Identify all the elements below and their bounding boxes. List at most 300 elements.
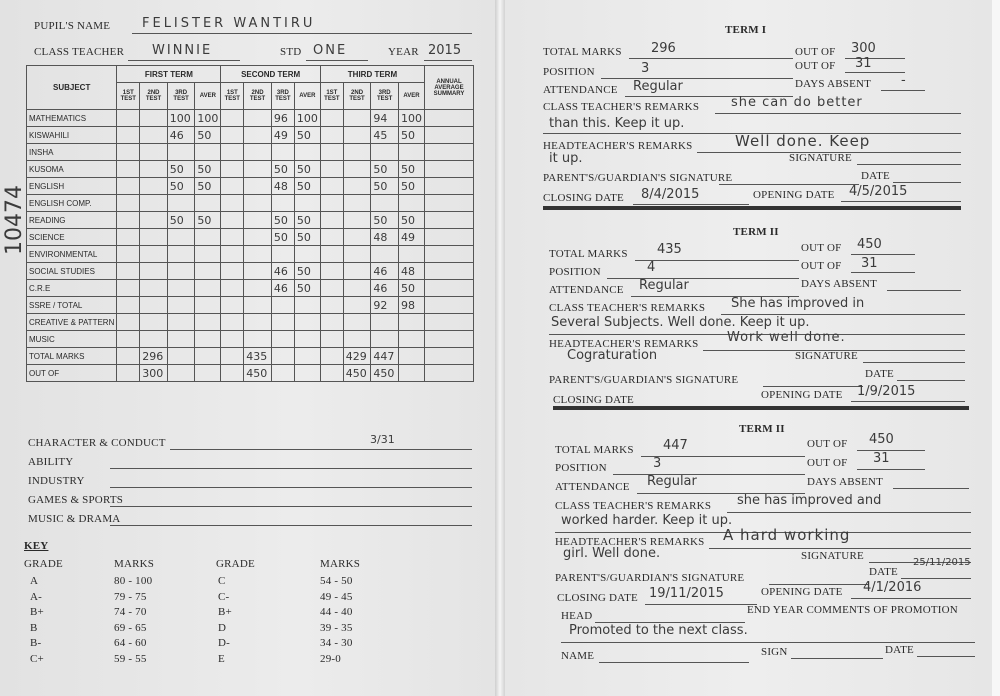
subject-cell: TOTAL MARKS — [27, 348, 117, 365]
key-grade: B+ — [218, 606, 232, 618]
term1-closing-label: CLOSING DATE — [543, 192, 624, 204]
term1-position-line — [601, 78, 793, 79]
mark-cell — [398, 144, 424, 161]
term3-outof: 450 — [869, 432, 894, 447]
mark-cell — [117, 229, 140, 246]
mark-cell: 50 — [271, 212, 294, 229]
std-label: STD — [280, 46, 302, 58]
table-row — [27, 178, 474, 195]
mark-cell — [294, 365, 320, 382]
mark-cell — [271, 246, 294, 263]
mark-cell — [294, 297, 320, 314]
mark-cell: 50 — [294, 127, 320, 144]
pupil-name-line — [132, 33, 472, 34]
mark-cell — [244, 161, 272, 178]
mark-cell: 450 — [371, 365, 399, 382]
character-label: ABILITY — [28, 456, 74, 468]
term2-outof2: 31 — [861, 256, 878, 271]
term2-position-label: POSITION — [549, 266, 601, 278]
term2-separator — [553, 406, 969, 410]
annual-cell — [425, 331, 474, 348]
mark-cell — [343, 314, 371, 331]
term1-total: 296 — [651, 41, 676, 56]
mark-cell — [140, 280, 168, 297]
mark-cell — [398, 331, 424, 348]
mark-cell — [371, 331, 399, 348]
term1-title: TERM I — [725, 24, 767, 36]
mark-cell — [343, 144, 371, 161]
mark-cell — [221, 195, 244, 212]
mark-cell: 50 — [371, 161, 399, 178]
mark-cell — [343, 195, 371, 212]
mark-cell — [195, 263, 221, 280]
mark-cell — [221, 246, 244, 263]
annual-cell — [425, 195, 474, 212]
term3-promotion-label: END YEAR COMMENTS OF PROMOTION — [747, 604, 958, 616]
key-marks: 44 - 40 — [320, 606, 353, 618]
key-grade: B- — [30, 637, 42, 649]
mark-cell: 94 — [371, 110, 399, 127]
key-marks: 69 - 65 — [114, 621, 147, 634]
mark-cell — [140, 314, 168, 331]
term1-date-label: DATE — [861, 170, 890, 182]
annual-cell — [425, 246, 474, 263]
mark-cell — [244, 280, 272, 297]
term1-ht-remarks-1: Well done. Keep — [735, 132, 871, 150]
std-value: ONE — [313, 43, 348, 58]
term1-attendance-label: ATTENDANCE — [543, 84, 618, 96]
table-row — [27, 297, 474, 314]
adjacent-page-edge — [992, 0, 1000, 696]
mark-cell: 50 — [398, 127, 424, 144]
term1-ct-line1 — [715, 113, 961, 114]
subject-cell: ENGLISH — [27, 178, 117, 195]
test-header: 1ST TEST — [221, 83, 244, 110]
term2-date-label: DATE — [865, 368, 894, 380]
term1-position-label: POSITION — [543, 66, 595, 78]
mark-cell: 447 — [371, 348, 399, 365]
term1-outof: 300 — [851, 41, 876, 56]
annual-average-header: ANNUAL AVERAGE SUMMARY — [425, 66, 474, 110]
term2-closing-label: CLOSING DATE — [553, 394, 634, 406]
mark-cell: 50 — [398, 212, 424, 229]
test-header: 1ST TEST — [320, 83, 343, 110]
pupil-name: FELISTER WANTIRU — [142, 16, 316, 31]
mark-cell — [221, 229, 244, 246]
key-grade: B+ — [30, 606, 44, 618]
mark-cell — [294, 331, 320, 348]
term1-ht-remarks-2: it up. — [549, 151, 583, 166]
mark-cell — [221, 348, 244, 365]
mark-cell — [221, 331, 244, 348]
mark-cell — [320, 110, 343, 127]
key-marks: 34 - 30 — [320, 637, 353, 649]
term3-ht-remarks-1: A hard working — [723, 526, 851, 544]
mark-cell — [195, 229, 221, 246]
mark-cell — [320, 229, 343, 246]
term1-outof2-label: OUT OF — [795, 60, 836, 72]
mark-cell — [244, 229, 272, 246]
subject-cell: SCIENCE — [27, 229, 117, 246]
mark-cell — [343, 297, 371, 314]
term3-closing-label: CLOSING DATE — [557, 592, 638, 604]
mark-cell — [320, 365, 343, 382]
mark-cell — [117, 110, 140, 127]
mark-cell: 50 — [195, 178, 221, 195]
mark-cell — [221, 365, 244, 382]
mark-cell: 46 — [271, 263, 294, 280]
key-grade: D — [218, 621, 227, 634]
mark-cell — [195, 195, 221, 212]
mark-cell — [221, 144, 244, 161]
term2-outof-line — [851, 254, 915, 255]
mark-cell — [343, 229, 371, 246]
term2-opening-line — [851, 401, 965, 402]
annual-cell — [425, 144, 474, 161]
mark-cell — [320, 280, 343, 297]
mark-cell — [140, 229, 168, 246]
test-header: 3RD TEST — [371, 83, 399, 110]
table-row — [27, 229, 474, 246]
subject-header: SUBJECT — [27, 66, 117, 110]
term3-opening: 4/1/2016 — [863, 580, 922, 595]
term3-closing: 19/11/2015 — [649, 586, 724, 601]
key-marks: 54 - 50 — [320, 575, 353, 587]
term3-ht-remarks-label: HEADTEACHER'S REMARKS — [555, 536, 705, 548]
annual-cell — [425, 178, 474, 195]
mark-cell — [343, 246, 371, 263]
term3-opening-label: OPENING DATE — [761, 586, 843, 598]
table-row — [27, 195, 474, 212]
mark-cell — [117, 195, 140, 212]
mark-cell — [140, 144, 168, 161]
term3-date-line — [901, 578, 971, 579]
term3-outof-line — [857, 450, 925, 451]
mark-cell — [117, 178, 140, 195]
mark-cell: 100 — [195, 110, 221, 127]
mark-cell: 429 — [343, 348, 371, 365]
mark-cell — [140, 297, 168, 314]
subject-cell: C.R.E — [27, 280, 117, 297]
mark-cell — [343, 331, 371, 348]
mark-cell: 50 — [271, 161, 294, 178]
mark-cell: 50 — [294, 229, 320, 246]
mark-cell — [244, 212, 272, 229]
mark-cell — [320, 246, 343, 263]
mark-cell: 300 — [140, 365, 168, 382]
test-header: 3RD TEST — [167, 83, 195, 110]
mark-cell — [221, 178, 244, 195]
term1-signature-label: SIGNATURE — [789, 152, 852, 164]
term1-opening-label: OPENING DATE — [753, 189, 835, 201]
table-row — [27, 263, 474, 280]
mark-cell — [167, 297, 195, 314]
mark-cell — [117, 161, 140, 178]
term1-parent-sig-label: PARENT'S/GUARDIAN'S SIGNATURE — [543, 172, 733, 184]
table-row — [27, 331, 474, 348]
mark-cell: 46 — [167, 127, 195, 144]
mark-cell — [398, 348, 424, 365]
term1-signature-line — [857, 164, 961, 165]
mark-cell: 50 — [294, 178, 320, 195]
key-marks: 39 - 35 — [320, 621, 353, 634]
mark-cell — [140, 212, 168, 229]
mark-cell — [221, 110, 244, 127]
mark-cell: 435 — [244, 348, 272, 365]
mark-cell — [195, 348, 221, 365]
annual-cell — [425, 127, 474, 144]
term1-closing-line — [633, 204, 749, 205]
mark-cell — [320, 127, 343, 144]
character-label: INDUSTRY — [28, 475, 85, 487]
test-header: AVER — [398, 83, 424, 110]
mark-cell — [320, 297, 343, 314]
annual-cell — [425, 348, 474, 365]
year-value: 2015 — [428, 43, 462, 58]
term1-days-absent-label: DAYS ABSENT — [795, 78, 872, 90]
term1-closing: 8/4/2015 — [641, 187, 700, 202]
term2-outof2-label: OUT OF — [801, 260, 842, 272]
term2-opening-label: OPENING DATE — [761, 389, 843, 401]
mark-cell — [195, 365, 221, 382]
mark-cell: 50 — [398, 280, 424, 297]
subject-cell: ENVIRONMENTAL — [27, 246, 117, 263]
mark-cell — [343, 280, 371, 297]
pupil-name-label: PUPIL'S NAME — [34, 20, 111, 32]
term3-head-label: HEAD — [561, 610, 593, 622]
key-grade-header-left: GRADE — [24, 558, 63, 570]
key-grade-header-right: GRADE — [216, 558, 255, 570]
test-header: 3RD TEST — [271, 83, 294, 110]
mark-cell — [244, 246, 272, 263]
mark-cell — [167, 365, 195, 382]
term3-sign-line — [791, 658, 883, 659]
term1-outof2: 31 — [855, 56, 872, 71]
term3-days-absent-line — [893, 488, 969, 489]
term2-ct-remarks-1: She has improved in — [731, 296, 865, 311]
mark-cell — [320, 314, 343, 331]
mark-cell — [271, 195, 294, 212]
term2-parent-sig-label: PARENT'S/GUARDIAN'S SIGNATURE — [549, 374, 739, 386]
table-row — [27, 127, 474, 144]
mark-cell — [195, 331, 221, 348]
key-grade: E — [218, 652, 225, 665]
term-header: SECOND TERM — [221, 66, 321, 83]
mark-cell — [244, 144, 272, 161]
term1-position: 3 — [641, 61, 650, 76]
mark-cell: 49 — [398, 229, 424, 246]
test-header: 2ND TEST — [343, 83, 371, 110]
mark-cell — [294, 314, 320, 331]
mark-cell — [195, 280, 221, 297]
mark-cell: 296 — [140, 348, 168, 365]
mark-cell — [244, 178, 272, 195]
term2-days-absent-label: DAYS ABSENT — [801, 278, 878, 290]
term2-ht-remarks-1: Work well done. — [727, 330, 846, 345]
term3-attendance-label: ATTENDANCE — [555, 481, 630, 493]
mark-cell — [271, 144, 294, 161]
term3-total: 447 — [663, 438, 688, 453]
table-row — [27, 161, 474, 178]
mark-cell: 50 — [398, 178, 424, 195]
mark-cell: 46 — [371, 280, 399, 297]
mark-cell — [195, 314, 221, 331]
mark-cell: 50 — [371, 178, 399, 195]
term3-days-absent-label: DAYS ABSENT — [807, 476, 884, 488]
character-label: MUSIC & DRAMA — [28, 513, 121, 525]
term3-name-line — [599, 662, 749, 663]
mark-cell: 50 — [271, 229, 294, 246]
mark-cell — [343, 110, 371, 127]
subject-cell: READING — [27, 212, 117, 229]
key-marks: 64 - 60 — [114, 637, 147, 649]
annual-cell — [425, 365, 474, 382]
mark-cell — [294, 246, 320, 263]
mark-cell — [195, 246, 221, 263]
mark-cell — [343, 212, 371, 229]
mark-cell: 48 — [398, 263, 424, 280]
mark-cell — [221, 161, 244, 178]
term3-attendance: Regular — [647, 474, 697, 489]
term1-date-line — [893, 182, 961, 183]
test-header: 2ND TEST — [244, 83, 272, 110]
mark-cell — [398, 365, 424, 382]
mark-cell — [244, 195, 272, 212]
test-header: 2ND TEST — [140, 83, 168, 110]
mark-cell — [371, 246, 399, 263]
term2-signature-line — [863, 362, 965, 363]
mark-cell — [140, 178, 168, 195]
term1-separator — [543, 206, 961, 210]
key-marks-header-left: MARKS — [114, 558, 155, 570]
mark-cell — [167, 195, 195, 212]
mark-cell — [117, 144, 140, 161]
term1-days-absent-line — [881, 90, 925, 91]
mark-cell — [117, 331, 140, 348]
term1-days-absent: - — [901, 73, 906, 88]
mark-cell — [167, 331, 195, 348]
mark-cell — [343, 263, 371, 280]
mark-cell — [244, 110, 272, 127]
table-row — [27, 246, 474, 263]
mark-cell — [271, 297, 294, 314]
term3-title: TERM II — [739, 423, 785, 435]
term2-ht-remarks-2: Cograturation — [567, 348, 658, 363]
term-header: THIRD TERM — [320, 66, 424, 83]
term2-ct-remarks-label: CLASS TEACHER'S REMARKS — [549, 302, 706, 314]
term3-ct-remarks-2: worked harder. Keep it up. — [561, 513, 733, 528]
mark-cell — [244, 127, 272, 144]
term3-outof-label: OUT OF — [807, 438, 848, 450]
term2-total-label: TOTAL MARKS — [549, 248, 628, 260]
annual-cell — [425, 110, 474, 127]
mark-cell — [398, 314, 424, 331]
annual-cell — [425, 161, 474, 178]
right-page — [505, 0, 992, 696]
table-row — [27, 365, 474, 382]
term1-ht-remarks-label: HEADTEACHER'S REMARKS — [543, 140, 693, 152]
character-line — [170, 449, 472, 450]
mark-cell — [244, 314, 272, 331]
table-row — [27, 280, 474, 297]
mark-cell: 45 — [371, 127, 399, 144]
mark-cell — [117, 280, 140, 297]
mark-cell: 46 — [371, 263, 399, 280]
mark-cell — [320, 195, 343, 212]
term3-position-label: POSITION — [555, 462, 607, 474]
term1-ct-remarks-label: CLASS TEACHER'S REMARKS — [543, 101, 700, 113]
term3-parent-sig-line — [769, 584, 869, 585]
mark-cell: 92 — [371, 297, 399, 314]
mark-cell — [117, 246, 140, 263]
mark-cell — [320, 144, 343, 161]
subject-cell: MUSIC — [27, 331, 117, 348]
mark-cell — [271, 365, 294, 382]
term2-outof2-line — [851, 272, 915, 273]
term3-ct-remarks-label: CLASS TEACHER'S REMARKS — [555, 500, 712, 512]
test-header: 1ST TEST — [117, 83, 140, 110]
mark-cell — [117, 127, 140, 144]
mark-cell: 50 — [294, 263, 320, 280]
mark-cell — [221, 297, 244, 314]
mark-cell — [371, 314, 399, 331]
term2-signature-label: SIGNATURE — [795, 350, 858, 362]
term2-ht-remarks-label: HEADTEACHER'S REMARKS — [549, 338, 699, 350]
mark-cell — [320, 348, 343, 365]
term3-outof2-line — [857, 469, 925, 470]
mark-cell — [320, 178, 343, 195]
term2-parent-sig-line — [763, 386, 863, 387]
key-marks: 79 - 75 — [114, 590, 147, 603]
class-teacher: WINNIE — [152, 43, 213, 58]
term2-outof-label: OUT OF — [801, 242, 842, 254]
mark-cell: 50 — [398, 161, 424, 178]
book-spine — [495, 0, 505, 696]
mark-cell — [221, 263, 244, 280]
subject-cell: OUT OF — [27, 365, 117, 382]
mark-cell — [343, 127, 371, 144]
subject-cell: SOCIAL STUDIES — [27, 263, 117, 280]
mark-cell — [294, 348, 320, 365]
mark-cell — [221, 127, 244, 144]
mark-cell — [343, 161, 371, 178]
term1-attendance: Regular — [633, 79, 683, 94]
table-row — [27, 314, 474, 331]
subject-cell: KISWAHILI — [27, 127, 117, 144]
mark-cell — [398, 195, 424, 212]
mark-cell — [343, 178, 371, 195]
mark-cell: 50 — [294, 212, 320, 229]
character-label: GAMES & SPORTS — [28, 494, 124, 506]
mark-cell — [320, 263, 343, 280]
mark-cell — [221, 314, 244, 331]
position-note: 3/31 — [370, 433, 395, 446]
mark-cell — [140, 331, 168, 348]
mark-cell: 100 — [398, 110, 424, 127]
mark-cell — [294, 144, 320, 161]
mark-cell — [140, 110, 168, 127]
mark-cell — [140, 246, 168, 263]
mark-cell: 450 — [244, 365, 272, 382]
mark-cell — [244, 331, 272, 348]
key-marks: 80 - 100 — [114, 575, 153, 587]
annual-cell — [425, 297, 474, 314]
term1-ct-remarks-2: than this. Keep it up. — [549, 116, 685, 131]
marks-table — [26, 65, 474, 382]
term2-total-line — [635, 260, 799, 261]
mark-cell: 48 — [271, 178, 294, 195]
mark-cell — [371, 144, 399, 161]
